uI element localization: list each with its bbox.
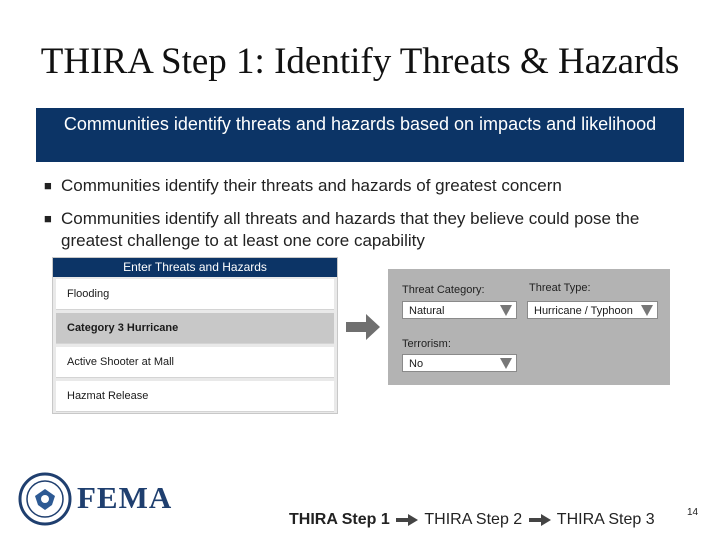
panel-header: Enter Threats and Hazards [53,258,337,277]
breadcrumb-step-current: THIRA Step 1 [289,511,390,528]
bullet-square-icon: ■ [44,211,52,226]
threat-category-label: Threat Category: [402,284,485,296]
dropdown-arrow-icon [500,358,512,369]
threat-type-select[interactable] [527,301,658,319]
page-number: 14 [687,507,699,518]
threat-category-value: Natural [409,305,445,317]
slide-title: THIRA Step 1: Identify Threats & Hazards [40,41,680,82]
breadcrumb-step: THIRA Step 2 [424,511,523,528]
fema-logo-text: FEMA [77,480,173,515]
dhs-seal-icon [18,472,72,526]
threats-hazards-panel [52,257,338,414]
right-arrow-icon [529,514,551,526]
right-arrow-icon [396,514,418,526]
dropdown-arrow-icon [500,305,512,316]
terrorism-select[interactable] [402,354,517,372]
summary-banner: Communities identify threats and hazards based on impacts and likelihood [36,108,684,162]
bullet-item [44,208,694,252]
hazard-list-item[interactable]: Flooding [56,279,334,310]
terrorism-value: No [409,358,424,370]
breadcrumb-step: THIRA Step 3 [556,511,655,528]
threat-details-form [388,269,670,385]
threat-type-label: Threat Type: [529,282,591,294]
bullet-item [44,175,694,197]
hazard-list-item-selected[interactable]: Category 3 Hurricane [56,313,334,344]
thira-step-breadcrumb [289,511,655,529]
threat-category-select[interactable] [402,301,517,319]
threat-type-value: Hurricane / Typhoon [534,305,633,317]
bullet-text: Communities identify their threats and hazards of greatest concern [61,176,562,195]
right-arrow-icon [346,313,382,341]
hazard-list-item[interactable]: Hazmat Release [56,381,334,412]
hazard-list-item[interactable]: Active Shooter at Mall [56,347,334,378]
bullet-square-icon: ■ [44,178,52,193]
terrorism-label: Terrorism: [402,338,451,350]
dropdown-arrow-icon [641,305,653,316]
bullet-text: Communities identify all threats and hazards that they believe could pose the greatest challenge to at least one core capability [61,209,640,250]
